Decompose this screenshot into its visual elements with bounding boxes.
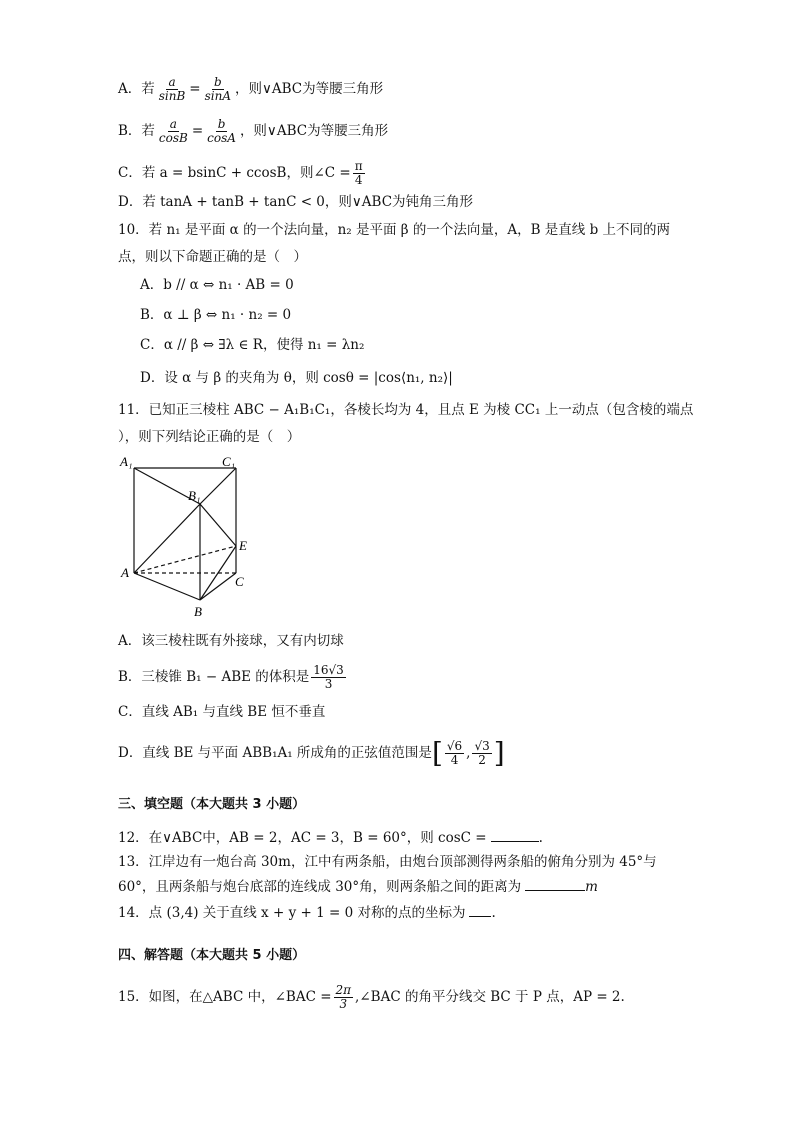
q10-option-c: C．α // β ⇔ ∃λ ∈ R，使得 n₁ = λn₂ xyxy=(140,337,365,353)
q13-line2: 60°，且两条船与炮台底部的连线成 30°角，则两条船之间的距离为 m xyxy=(118,876,598,897)
q10-option-a: A．b // α ⇔ n₁ · AB = 0 xyxy=(140,277,294,293)
label-e: E xyxy=(239,538,247,553)
prism-figure xyxy=(118,450,258,622)
q10-option-d: D．设 α 与 β 的夹角为 θ，则 cosθ = |cos⟨n₁, n₂⟩| xyxy=(140,370,453,386)
q10-stem-line1: 10．若 n₁ 是平面 α 的一个法向量，n₂ 是平面 β 的一个法向量，A，B 是直线 b 上不同的两 xyxy=(118,222,671,238)
q12-answer-blank[interactable] xyxy=(491,827,539,842)
q11-stem-line1: 11．已知正三棱柱 ABC − A₁B₁C₁，各棱长均为 4，且点 E 为棱 CC₁ 上一动点（包含棱的端点 xyxy=(118,402,694,418)
edge-b-c xyxy=(200,573,236,600)
q9-option-b: B．若 $\frac{a}{\cos B}$ = $\frac{b}{\cos A}$ ，则∨ABC为等腰三角形 xyxy=(118,117,389,145)
q12: 12．在∨ABC中，AB = 2，AC = 3，B = 60°，则 cosC = . xyxy=(118,827,543,848)
q11-option-b: B．三棱锥 B₁ − ABE 的体积是 $\frac{16√3}{3}$ xyxy=(118,663,344,691)
segment-b1-e xyxy=(200,504,236,546)
q11-option-a: A．该三棱柱既有外接球，又有内切球 xyxy=(118,633,344,649)
q15: 15．如图，在△ABC 中，∠BAC = $\frac{2\pi}{3}$ ,∠BAC 的角平分线交 BC 于 P 点，AP = 2. xyxy=(118,983,625,1011)
q9-option-c: C．若 a = bsinC + ccosB，则∠C = $\frac{\pi}{4}$ xyxy=(118,159,363,187)
label-b1: B₁ xyxy=(188,488,201,503)
q14: 14．点 (3,4) 关于直线 x + y + 1 = 0 对称的点的坐标为 . xyxy=(118,902,496,923)
q11-option-c: C．直线 AB₁ 与直线 BE 恒不垂直 xyxy=(118,704,326,720)
label-a: A xyxy=(121,565,129,580)
label-c1: C₁ xyxy=(222,454,236,469)
label-c: C xyxy=(235,574,244,589)
q9-option-a: A．若 $\frac{a}{\sin B}$ = $\frac{b}{\sin A}$ ，则∨ABC为等腰三角形 xyxy=(118,75,384,103)
label-b: B xyxy=(194,604,202,619)
q13-answer-blank[interactable] xyxy=(525,876,585,891)
q9-option-d: D．若 tanA + tanB + tanC < 0，则∨ABC为钝角三角形 xyxy=(118,194,474,210)
segment-a-b1 xyxy=(134,504,200,573)
label-a1: A₁ xyxy=(120,454,133,469)
q10-option-b: B．α ⊥ β ⇔ n₁ · n₂ = 0 xyxy=(140,307,292,323)
section-3-heading: 三、填空题（本大题共 3 小题） xyxy=(118,797,306,812)
edge-b1-c1 xyxy=(200,468,236,504)
q11-option-d: D．直线 BE 与平面 ABB₁A₁ 所成角的正弦值范围是[ $\frac{√6}{4}$ , $\frac{√3}{2}$ ] xyxy=(118,736,505,770)
edge-a-b xyxy=(134,573,200,600)
q11-stem-line2: ），则下列结论正确的是（ ） xyxy=(118,429,301,445)
q13-line1: 13．江岸边有一炮台高 30m，江中有两条船，由炮台顶部测得两条船的俯角分别为 45°与 xyxy=(118,854,657,870)
q14-answer-blank[interactable] xyxy=(469,902,491,917)
q10-stem-line2: 点，则以下命题正确的是（ ） xyxy=(118,249,307,265)
section-4-heading: 四、解答题（本大题共 5 小题） xyxy=(118,948,306,963)
